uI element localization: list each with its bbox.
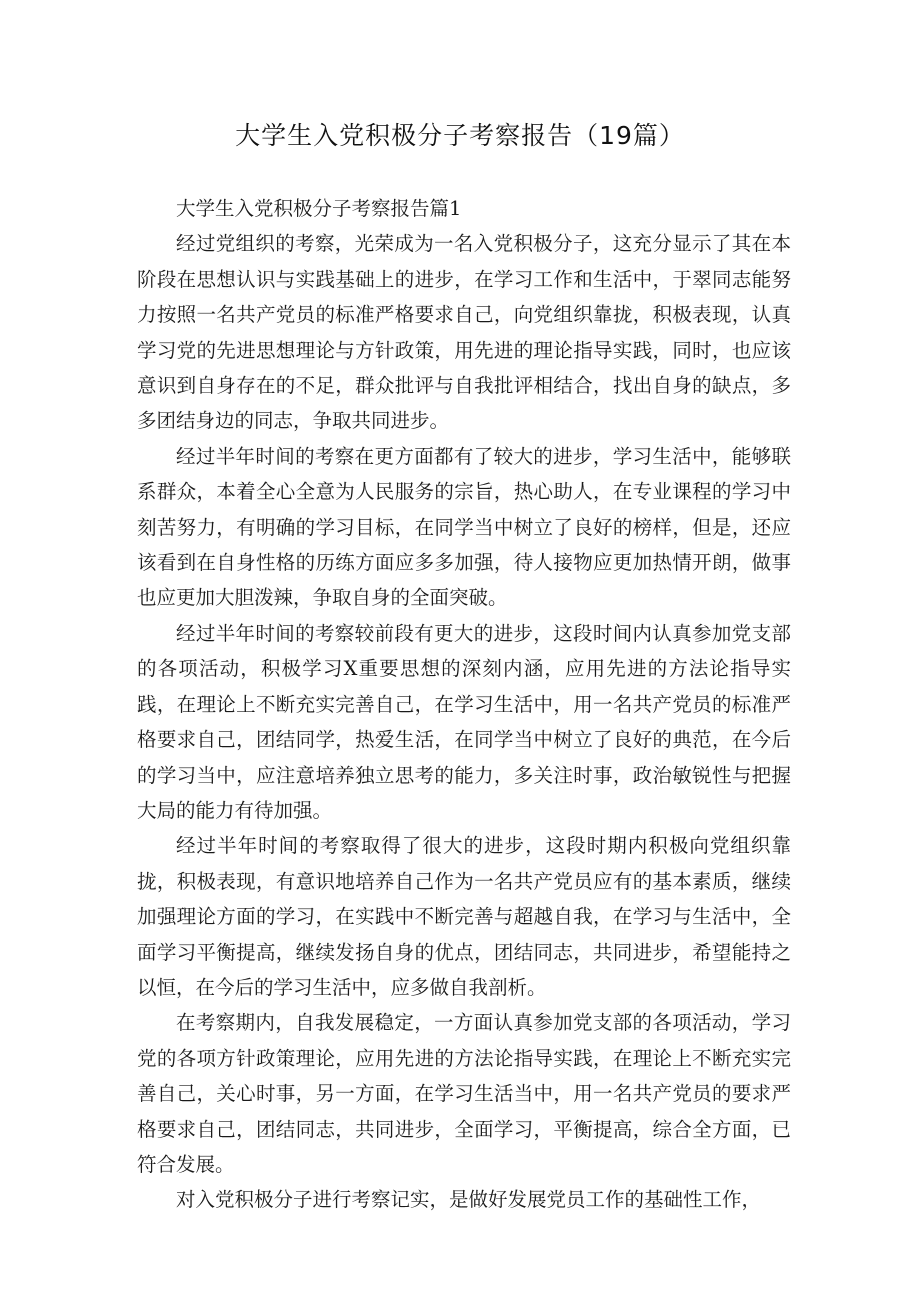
paragraph-5: 在考察期内，自我发展稳定，一方面认真参加党支部的各项活动，学习党的各项方针政策理论，应用先进的方法论指导实践，在理论上不断充实完善自己，关心时事，另一方面，在学习生活当中，用一名共产党员的要求严格要求自己，团结同志，共同进步，全面学习，平衡提高，综合全方面，已符合发展。: [137, 1011, 791, 1176]
section-heading: 大学生入党积极分子考察报告篇1: [176, 197, 462, 220]
document-body: [137, 191, 791, 1218]
paragraph-3: 经过半年时间的考察较前段有更大的进步，这段时间内认真参加党支部的各项活动，积极学习X重要思想的深刻内涵，应用先进的方法论指导实践，在理论上不断充实完善自己，在学习生活中，用一名共产党员的标准严格要求自己，团结同学，热爱生活，在同学当中树立了良好的典范，在今后的学习当中，应注意培养独立思考的能力，多关注时事，政治敏锐性与把握大局的能力有待加强。: [137, 621, 791, 822]
paragraph-4: 经过半年时间的考察取得了很大的进步，这段时期内积极向党组织靠拢，积极表现，有意识地培养自己作为一名共产党员应有的基本素质，继续加强理论方面的学习，在实践中不断完善与超越自我，在学习与生活中，全面学习平衡提高，继续发扬自身的优点，团结同志，共同进步，希望能持之以恒，在今后的学习生活中，应多做自我剖析。: [137, 834, 791, 999]
paragraph-1: 经过党组织的考察，光荣成为一名入党积极分子，这充分显示了其在本阶段在思想认识与实践基础上的进步，在学习工作和生活中，于翠同志能努力按照一名共产党员的标准严格要求自己，向党组织靠拢，积极表现，认真学习党的先进思想理论与方针政策，用先进的理论指导实践，同时，也应该意识到自身存在的不足，群众批评与自我批评相结合，找出自身的缺点，多多团结身边的同志，争取共同进步。: [137, 232, 791, 433]
paragraph-6: 对入党积极分子进行考察记实，是做好发展党员工作的基础性工作，: [176, 1188, 762, 1212]
paragraph-2: 经过半年时间的考察在更方面都有了较大的进步，学习生活中，能够联系群众，本着全心全意为人民服务的宗旨，热心助人，在专业课程的学习中刻苦努力，有明确的学习目标，在同学当中树立了良好的榜样，但是，还应该看到在自身性格的历练方面应多多加强，待人接物应更加热情开朗，做事也应更加大胆泼辣，争取自身的全面突破。: [137, 444, 791, 610]
document-title: 大学生入党积极分子考察报告（19篇）: [235, 121, 685, 150]
